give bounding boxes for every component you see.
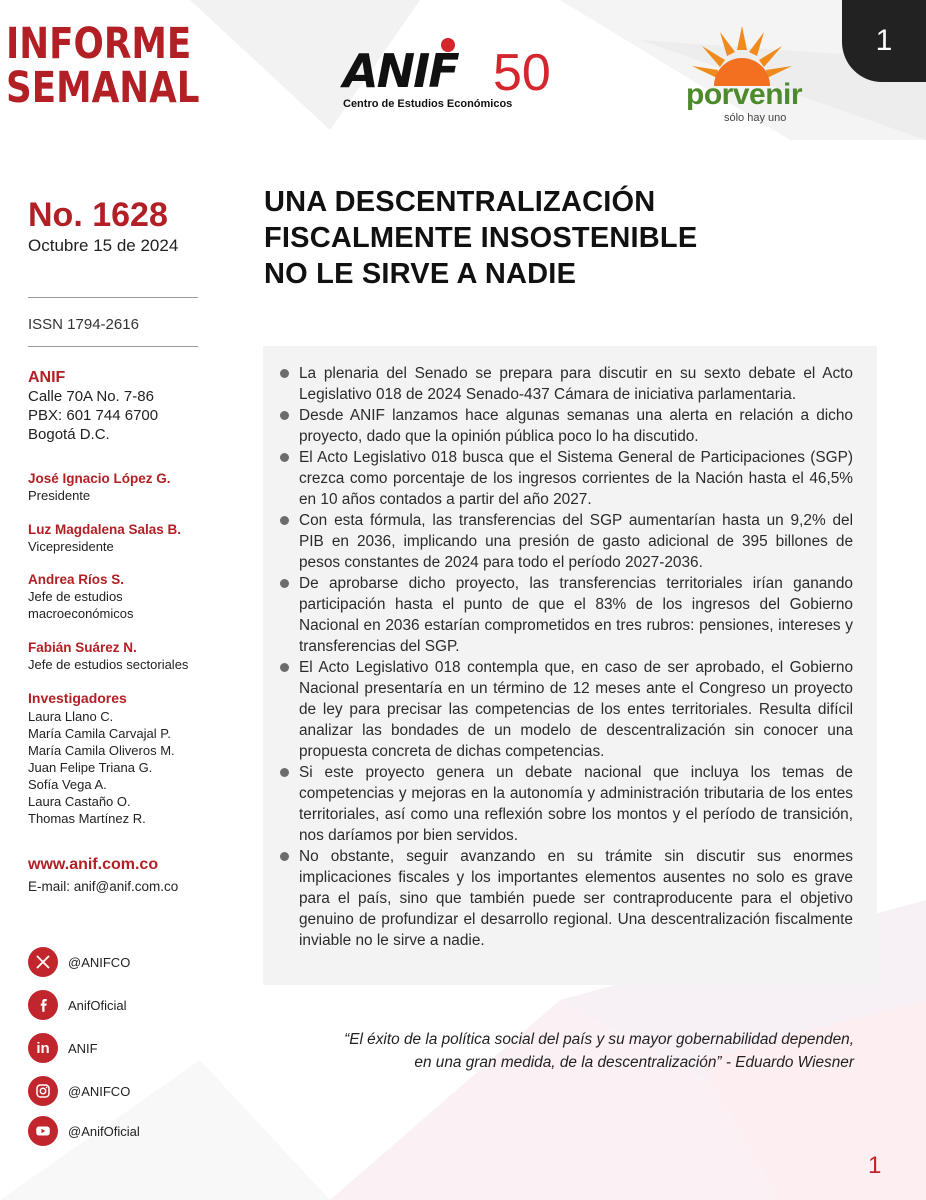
social-handle: @ANIFCO bbox=[68, 954, 131, 970]
summary-bullet: La plenaria del Senado se prepara para discutir en su sexto debate el Acto Legislativo 018 de 2024 Senado-437 Cámara de iniciativa parlamentaria. bbox=[299, 365, 853, 403]
facebook-icon bbox=[28, 990, 58, 1020]
title-line: FISCALMENTE INSOSTENIBLE bbox=[264, 222, 698, 254]
anif-logo-text: ANIF bbox=[343, 44, 458, 98]
page-number: 1 bbox=[868, 1152, 882, 1179]
anif-logo-subtitle: Centro de Estudios Económicos bbox=[343, 98, 513, 110]
website-link[interactable]: www.anif.com.co bbox=[28, 856, 159, 873]
anif-logo bbox=[343, 36, 553, 116]
person-role: Presidente bbox=[28, 488, 91, 503]
social-handle: AnifOficial bbox=[68, 997, 127, 1013]
social-x[interactable] bbox=[28, 947, 130, 977]
person-name: José Ignacio López G. bbox=[28, 471, 171, 486]
org-address: Calle 70A No. 7-86 bbox=[28, 388, 154, 405]
researcher-name: María Camila Oliveros M. bbox=[28, 743, 175, 758]
summary-bullet: No obstante, seguir avanzando en su trámite sin discutir sus enormes implicaciones fiscales y los importantes elementos ausentes no solo es grave para el país, sino que también puede ser contraproducente para el objetivo genuino de profundizar el desarrollo regional. Una descentralización fiscalmente inviable no le sirve a nadie. bbox=[299, 848, 853, 949]
person-role: Jefe de estudios macroeconómicos bbox=[28, 589, 134, 621]
person-name: Luz Magdalena Salas B. bbox=[28, 522, 182, 537]
brand-line-1: INFORME bbox=[6, 19, 192, 69]
person-entry bbox=[28, 521, 181, 555]
person-entry bbox=[28, 470, 171, 504]
researchers-list bbox=[28, 690, 175, 827]
social-instagram[interactable] bbox=[28, 1076, 130, 1106]
social-linkedin[interactable] bbox=[28, 1033, 98, 1063]
researchers-title: Investigadores bbox=[28, 690, 127, 706]
sun-icon bbox=[680, 20, 805, 86]
instagram-icon bbox=[28, 1076, 58, 1106]
newsletter-brand bbox=[6, 19, 200, 113]
issn: ISSN 1794-2616 bbox=[28, 316, 139, 333]
social-youtube[interactable] bbox=[28, 1116, 140, 1146]
researcher-name: Sofía Vega A. bbox=[28, 777, 107, 792]
summary-bullet: Desde ANIF lanzamos hace algunas semanas una alerta en relación a dicho proyecto, dado que la opinión pública poco lo ha discutido. bbox=[299, 407, 853, 445]
page-tab-number: 1 bbox=[842, 0, 926, 82]
social-handle: @AnifOficial bbox=[68, 1123, 140, 1139]
researcher-name: Laura Castaño O. bbox=[28, 794, 131, 809]
social-handle: @ANIFCO bbox=[68, 1083, 131, 1099]
article-title bbox=[264, 184, 824, 292]
anif-logo-badge: 50 bbox=[493, 44, 551, 102]
person-role: Vicepresidente bbox=[28, 539, 114, 554]
researcher-name: Juan Felipe Triana G. bbox=[28, 760, 153, 775]
title-line: UNA DESCENTRALIZACIÓN bbox=[264, 186, 656, 218]
person-entry bbox=[28, 639, 188, 673]
summary-bullet: De aprobarse dicho proyecto, las transferencias territoriales irían ganando participación hasta el punto de que el 83% de los ingresos del Gobierno Nacional en 2036 estarían comprometidos en tres rubros: pensiones, intereses y transferencias del SGP. bbox=[299, 575, 853, 655]
summary-bullets bbox=[263, 346, 877, 951]
researcher-name: María Camila Carvajal P. bbox=[28, 726, 171, 741]
title-line: NO LE SIRVE A NADIE bbox=[264, 258, 577, 290]
summary-bullet: El Acto Legislativo 018 busca que el Sistema General de Participaciones (SGP) crezca como porcentaje de los ingresos corrientes de la Nación hasta el 46,5% en 10 años contados a partir del año 2027. bbox=[299, 449, 853, 508]
summary-bullet: Con esta fórmula, las transferencias del SGP aumentarían hasta un 9,2% del PIB en 2036, implicando una presión de gasto adicional de 395 billones de pesos constantes de 2024 para todo el período 2027-2036. bbox=[299, 512, 853, 571]
org-city: Bogotá D.C. bbox=[28, 426, 110, 443]
quote-line: en una gran medida, de la descentralización” - Eduardo Wiesner bbox=[414, 1054, 854, 1071]
quote-line: “El éxito de la política social del país y su mayor gobernabilidad dependen, bbox=[344, 1031, 854, 1048]
social-handle: ANIF bbox=[68, 1040, 98, 1056]
researcher-name: Thomas Martínez R. bbox=[28, 811, 146, 826]
summary-bullet: El Acto Legislativo 018 contempla que, en caso de ser aprobado, el Gobierno Nacional presentaría en un término de 12 meses ante el Congreso un proyecto de ley para precisar las competencias de los entes territoriales. Resulta difícil analizar las bondades de un modelo de descentralización sin conocer una propuesta concreta de dichas competencias. bbox=[299, 659, 853, 760]
porvenir-logo-text: porvenir bbox=[686, 78, 803, 111]
issue-date: Octubre 15 de 2024 bbox=[28, 236, 179, 255]
porvenir-tagline: sólo hay uno bbox=[724, 112, 787, 124]
divider bbox=[28, 346, 198, 347]
quote bbox=[290, 1028, 854, 1074]
summary-box bbox=[263, 346, 877, 985]
email-address[interactable]: E-mail: anif@anif.com.co bbox=[28, 879, 179, 894]
org-name: ANIF bbox=[28, 369, 66, 386]
person-role: Jefe de estudios sectoriales bbox=[28, 657, 189, 672]
youtube-icon bbox=[28, 1116, 58, 1146]
divider bbox=[28, 297, 198, 298]
issue-number: No. 1628 bbox=[28, 196, 168, 234]
person-name: Andrea Ríos S. bbox=[28, 572, 125, 587]
x-icon bbox=[28, 947, 58, 977]
researcher-name: Laura Llano C. bbox=[28, 709, 114, 724]
linkedin-icon: in bbox=[28, 1033, 58, 1063]
brand-line-2: SEMANAL bbox=[6, 63, 200, 113]
person-name: Fabián Suárez N. bbox=[28, 640, 137, 655]
social-facebook[interactable] bbox=[28, 990, 127, 1020]
organization-info bbox=[28, 368, 158, 444]
summary-bullet: Si este proyecto genera un debate nacional que incluya los temas de competencias y mejoras en la autonomía y administración tributaria de los entes territoriales, así como una reflexión sobre los montos y el período de transición, nos daríamos por bien servidos. bbox=[299, 764, 853, 844]
porvenir-logo bbox=[680, 20, 805, 125]
org-phone: PBX: 601 744 6700 bbox=[28, 407, 159, 424]
person-entry bbox=[28, 571, 158, 622]
